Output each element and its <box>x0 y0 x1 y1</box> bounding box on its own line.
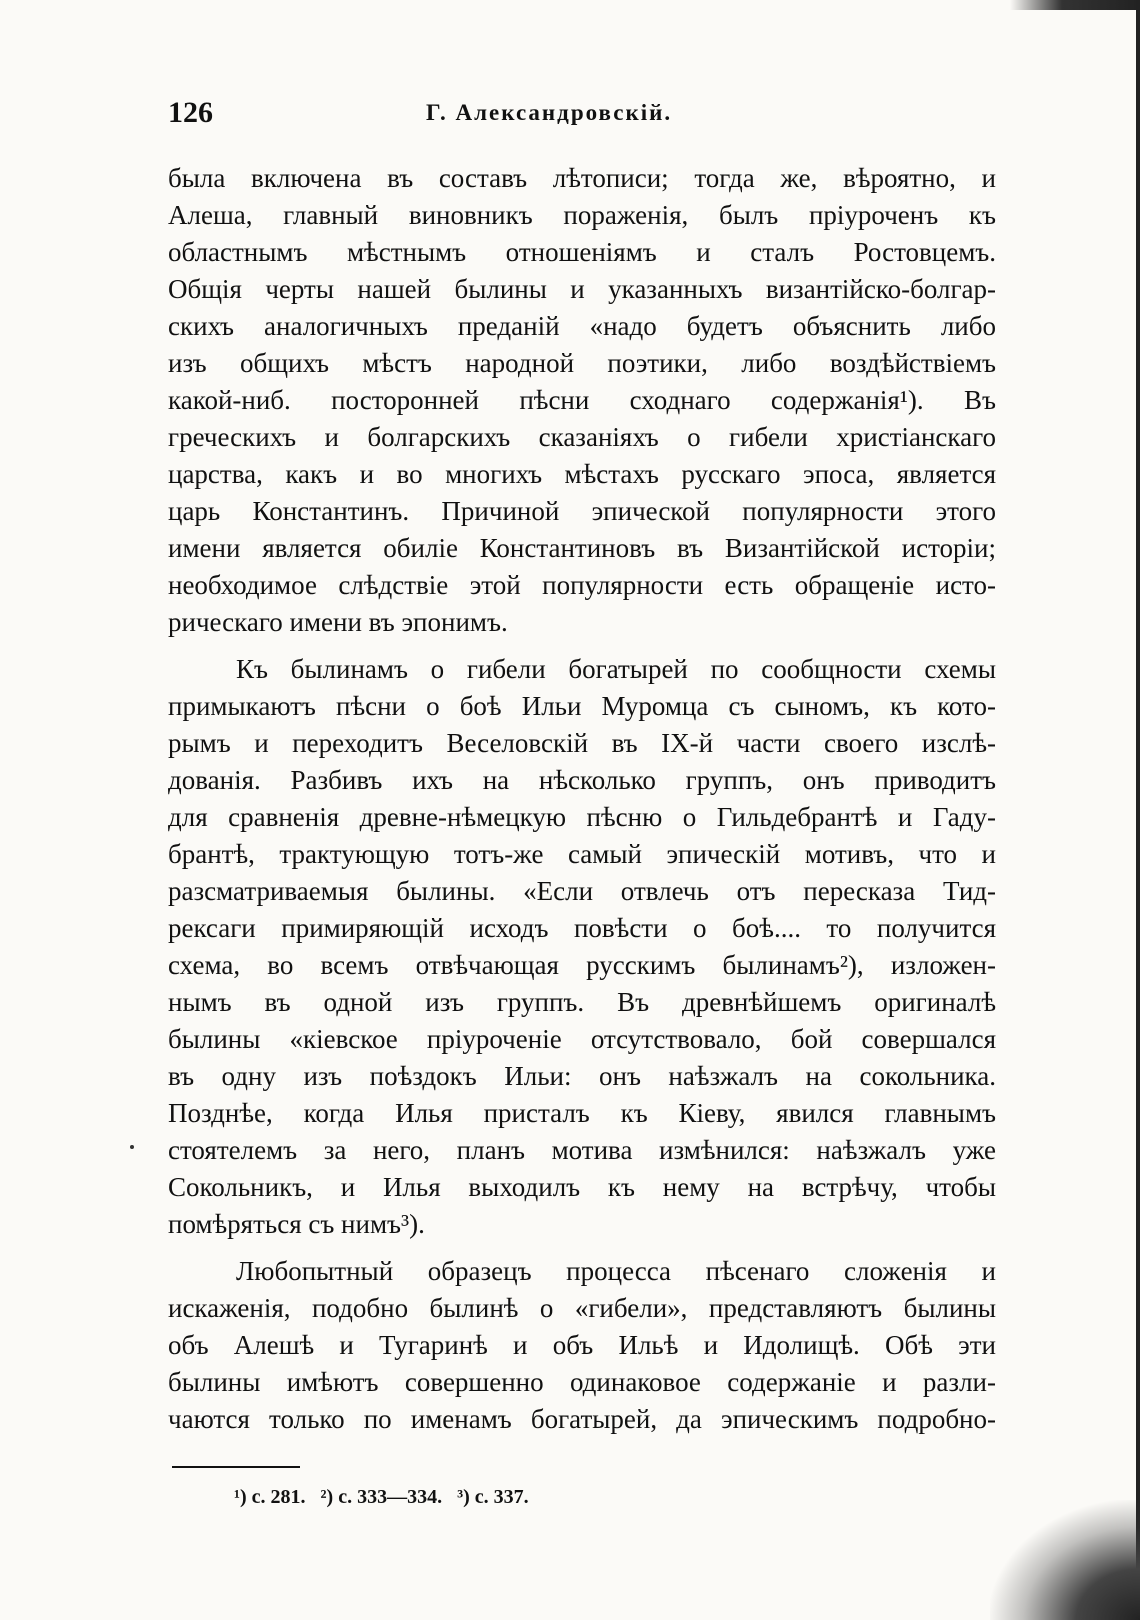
footnote-divider <box>172 1466 300 1468</box>
text-line: помѣряться съ нимъ³). <box>168 1209 425 1239</box>
text-line: былины имѣютъ совершенно одинаковое содержаніе и разли- <box>168 1367 996 1397</box>
text-line: нымъ въ одной изъ группъ. Въ древнѣйшемъ оригиналѣ <box>168 987 996 1017</box>
text-line: царства, какъ и во многихъ мѣстахъ русскаго эпоса, является <box>168 459 996 489</box>
text-line: въ одну изъ поѣздокъ Ильи: онъ наѣзжалъ на сокольника. <box>168 1061 996 1091</box>
text-line: стоятелемъ за него, планъ мотива измѣнился: наѣзжалъ уже <box>168 1135 996 1165</box>
text-line: изъ общихъ мѣстъ народной поэтики, либо воздѣйствіемъ <box>168 348 996 378</box>
text-line: греческихъ и болгарскихъ сказаніяхъ о гибели христіанскаго <box>168 422 996 452</box>
text-line: какой-ниб. посторонней пѣсни сходнаго содержанія¹). Въ <box>168 385 996 415</box>
text-line: царь Константинъ. Причиной эпической популярности этого <box>168 496 996 526</box>
text-line: Сокольникъ, и Илья выходилъ къ нему на встрѣчу, чтобы <box>168 1172 996 1202</box>
footnote-text: с. 333—334. <box>338 1486 443 1508</box>
text-line: дованія. Разбивъ ихъ на нѣсколько группъ, онъ приводитъ <box>168 765 996 795</box>
scan-artifact-bottom <box>990 1500 1140 1620</box>
footnote-mark: ³) <box>457 1486 470 1508</box>
text-line: рексаги примиряющій исходъ повѣсти о боѣ.... то получится <box>168 913 996 943</box>
text-line: необходимое слѣдствіе этой популярности есть обращеніе исто- <box>168 570 996 600</box>
scan-artifact-edge <box>1136 0 1140 1620</box>
footnote-mark: ¹) <box>234 1486 247 1508</box>
text-line: разсматриваемыя былины. «Если отвлечь отъ пересказа Тид- <box>168 876 996 906</box>
text-line: чаются только по именамъ богатырей, да эпическимъ подробно- <box>168 1404 996 1434</box>
text-line: Позднѣе, когда Илья присталъ къ Кіеву, явился главнымъ <box>168 1098 996 1128</box>
page-number: 126 <box>168 96 213 129</box>
text-line: для сравненія древне-нѣмецкую пѣсню о Гильдебрантѣ и Гаду- <box>168 802 996 832</box>
footnote-text: с. 337. <box>474 1486 529 1508</box>
text-line: Алеша, главный виновникъ пораженія, былъ пріуроченъ къ <box>168 200 996 230</box>
text-line: объ Алешѣ и Тугаринѣ и объ Ильѣ и Идолищѣ. Обѣ эти <box>168 1330 996 1360</box>
text-line: Общія черты нашей былины и указанныхъ византійско-болгар- <box>168 274 996 304</box>
text-line: рическаго имени въ эпонимъ. <box>168 607 508 637</box>
text-line: былины «кіевское пріуроченіе отсутствовало, бой совершался <box>168 1024 996 1054</box>
text-line: искаженія, подобно былинѣ о «гибели», представляютъ былины <box>168 1293 996 1323</box>
running-header <box>168 96 998 136</box>
text-line: Къ былинамъ о гибели богатырей по сообщности схемы <box>236 654 996 684</box>
body-text <box>168 160 996 1438</box>
footnote-mark: ²) <box>320 1486 334 1508</box>
text-line: скихъ аналогичныхъ преданій «надо будетъ объяснить либо <box>168 311 996 341</box>
scan-artifact-dot <box>130 1145 134 1149</box>
scan-artifact-top <box>1010 0 1140 10</box>
text-line: областнымъ мѣстнымъ отношеніямъ и сталъ Ростовцемъ. <box>168 237 996 267</box>
text-line: рымъ и переходитъ Веселовскій въ IX-й части своего изслѣ- <box>168 728 996 758</box>
text-line: брантѣ, трактующую тотъ-же самый эпическій мотивъ, что и <box>168 839 996 869</box>
footnote-text: с. 281. <box>251 1486 306 1508</box>
text-line: Любопытный образецъ процесса пѣсенаго сложенія и <box>236 1256 996 1286</box>
text-line: примыкаютъ пѣсни о боѣ Ильи Муромца съ сыномъ, къ кото- <box>168 691 996 721</box>
text-line: имени является обиліе Константиновъ въ Византійской исторіи; <box>168 533 996 563</box>
header-author: Г. Александровскій. <box>426 100 673 125</box>
text-line: схема, во всемъ отвѣчающая русскимъ былинамъ²), изложен- <box>168 950 996 980</box>
text-line: была включена въ составъ лѣтописи; тогда же, вѣроятно, и <box>168 163 996 193</box>
footnotes <box>234 1486 529 1509</box>
